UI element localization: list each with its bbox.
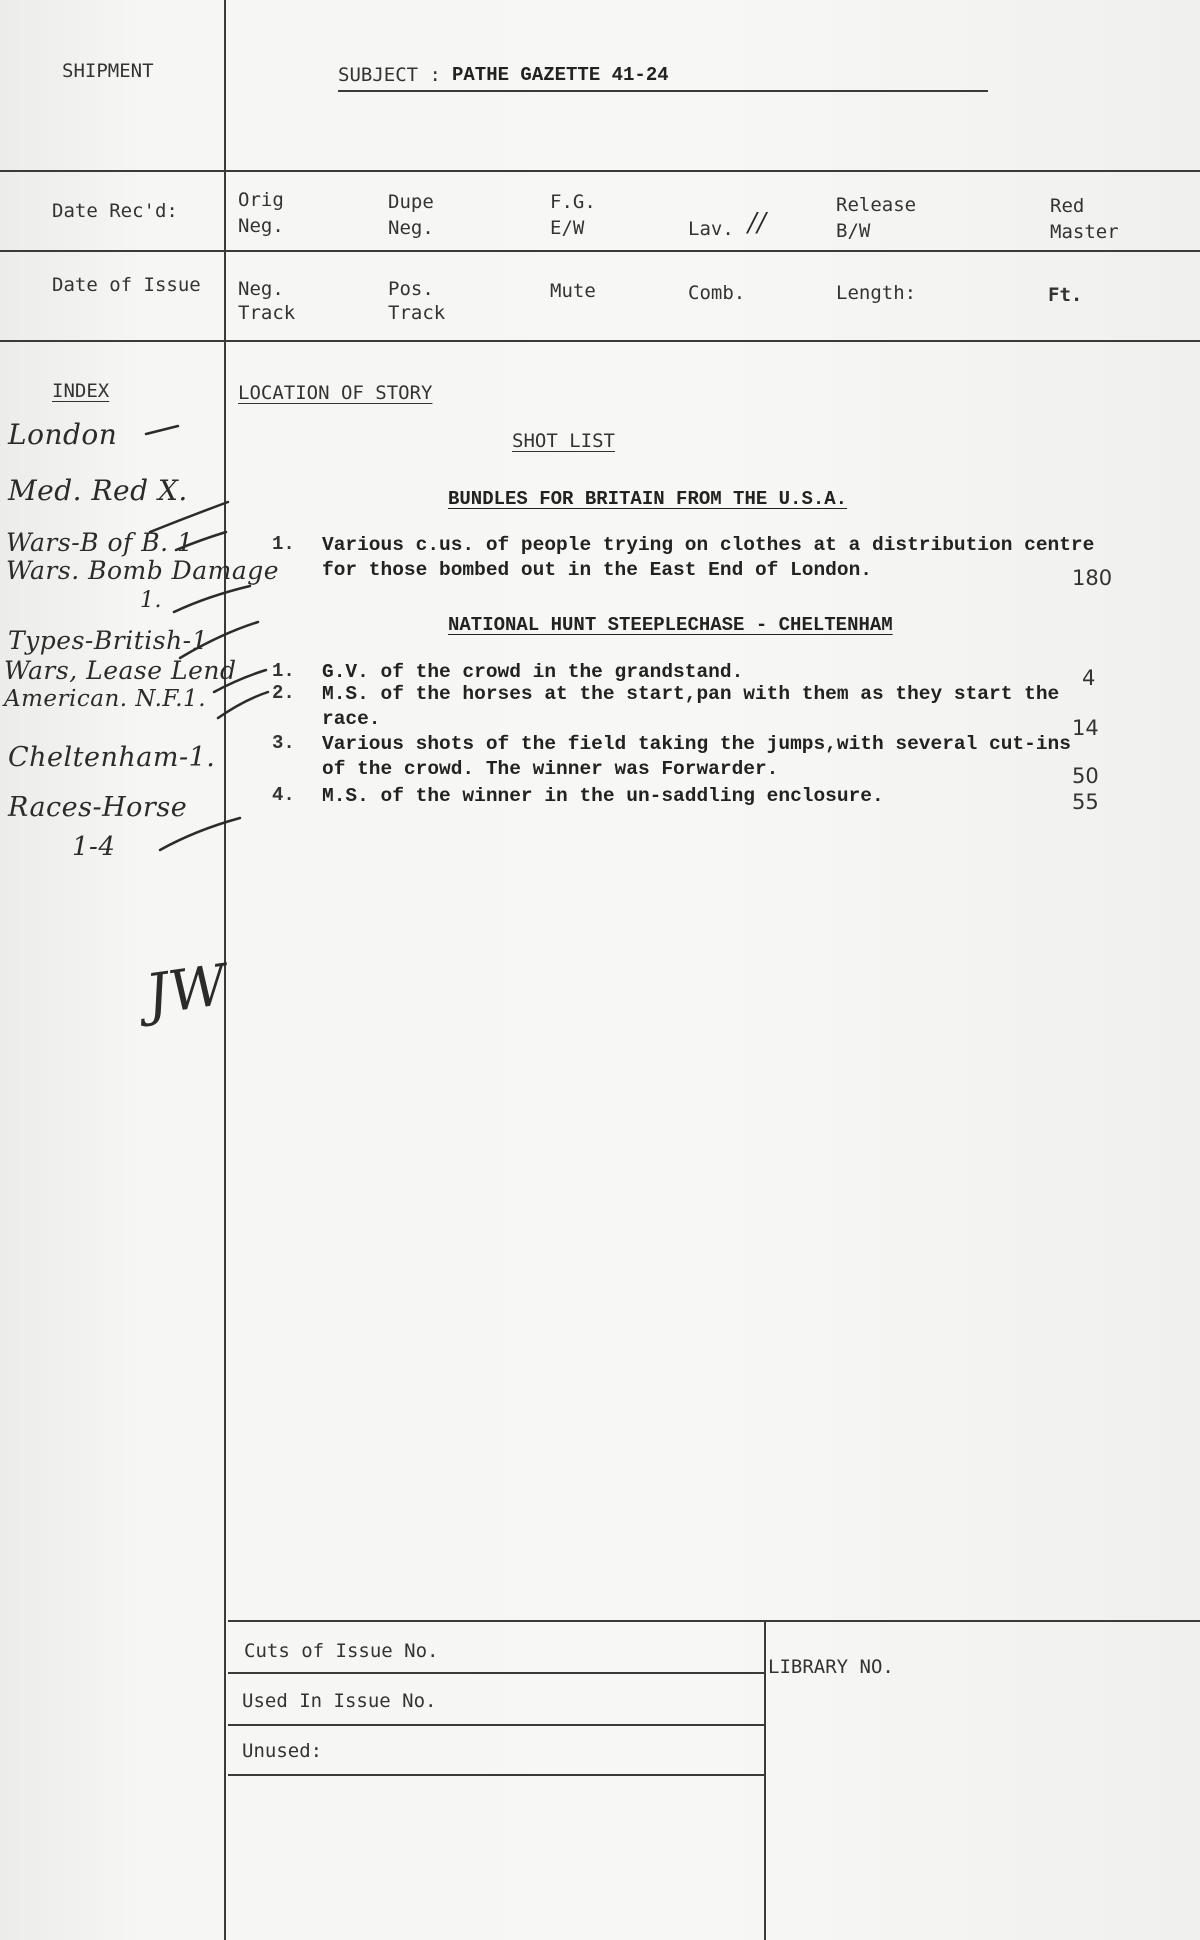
footer-divider [764, 1620, 766, 1940]
shot-footage: 180 [1072, 566, 1113, 590]
release-label-2: B/W [836, 220, 871, 242]
shot-description: M.S. of the horses at the start,pan with them as they start the race. [322, 683, 1060, 730]
handwritten-index-entry: Cheltenham-1. [8, 742, 216, 773]
handwritten-ticks [0, 400, 280, 880]
story-title-1: BUNDLES FOR BRITAIN FROM THE U.S.A. [448, 488, 848, 510]
subject-label: SUBJECT : [338, 64, 441, 86]
grid-middle-rule [0, 250, 1200, 252]
pos-track-label-1: Pos. [388, 278, 434, 300]
ft-label: Ft. [1048, 284, 1083, 306]
footer-rule-1 [228, 1672, 764, 1674]
shot-footage: 55 [1072, 790, 1099, 814]
fg-label-2: E/W [550, 217, 585, 239]
footer-rule-3 [228, 1774, 764, 1776]
date-of-issue-label: Date of Issue [52, 274, 201, 296]
lav-label: Lav. [688, 218, 734, 240]
subject-underline [338, 90, 988, 92]
story-title-2: NATIONAL HUNT STEEPLECHASE - CHELTENHAM [448, 614, 893, 636]
release-label-1: Release [836, 194, 917, 216]
location-of-story-heading: LOCATION OF STORY [238, 382, 433, 404]
comb-label: Comb. [688, 282, 746, 304]
handwritten-index-entry: American. N.F.1. [4, 686, 207, 712]
shot-footage: 4 [1082, 666, 1096, 690]
used-in-issue-label: Used In Issue No. [242, 1690, 437, 1712]
date-recd-label: Date Rec'd: [52, 200, 178, 222]
shot-description: M.S. of the winner in the un-saddling enclosure. [322, 785, 884, 807]
lav-handwritten-mark: // [748, 208, 767, 238]
dupe-neg-label-2: Neg. [388, 217, 434, 239]
index-heading: INDEX [52, 380, 110, 402]
neg-track-label-1: Neg. [238, 278, 284, 300]
shot-description: Various shots of the field taking the jumps,with several cut-ins of the crowd. The winner was Forwarder. [322, 733, 1071, 780]
handwritten-index-entry: Wars, Lease Lend [4, 656, 237, 685]
mute-label: Mute [550, 280, 596, 302]
shot-number: 2. [272, 682, 295, 704]
handwritten-index-entry: Med. Red X. [8, 474, 188, 507]
shot-number: 3. [272, 732, 295, 754]
shot-description: G.V. of the crowd in the grandstand. [322, 661, 744, 683]
handwritten-index-entry: 1-4 [72, 832, 116, 862]
handwritten-index-entry: Wars-B of B. 1 [6, 528, 194, 557]
footer-rule-2 [228, 1724, 764, 1726]
dupe-neg-label-1: Dupe [388, 191, 434, 213]
fg-label-1: F.G. [550, 191, 596, 213]
shot-number: 4. [272, 784, 295, 806]
shot-description: Various c.us. of people trying on clothes at a distribution centre for those bombed out in the East End of London. [322, 534, 1095, 581]
shot-number: 1. [272, 533, 295, 555]
shot-footage: 50 [1072, 764, 1099, 788]
handwritten-index-entry: Wars. Bomb Damage [6, 556, 280, 585]
library-no-label: LIBRARY NO. [768, 1656, 894, 1678]
red-master-label-1: Red [1050, 195, 1085, 217]
shot-number: 1. [272, 660, 295, 682]
length-label: Length: [836, 282, 917, 304]
handwritten-initials: JW [141, 952, 232, 1029]
shot-list-heading: SHOT LIST [512, 430, 615, 452]
neg-track-label-2: Track [238, 302, 296, 324]
shipment-label: SHIPMENT [62, 60, 154, 82]
handwritten-index-entry: London [8, 418, 118, 451]
pos-track-label-2: Track [388, 302, 446, 324]
orig-neg-label-1: Orig [238, 189, 284, 211]
shot-footage: 14 [1072, 716, 1099, 740]
grid-top-rule [0, 170, 1200, 172]
unused-label: Unused: [242, 1740, 323, 1762]
subject-value: PATHE GAZETTE 41-24 [452, 64, 669, 86]
handwritten-index-entry: Types-British-1 [8, 626, 209, 655]
handwritten-index-entry: 1. [140, 588, 162, 613]
orig-neg-label-2: Neg. [238, 215, 284, 237]
footer-top-rule [228, 1620, 1200, 1622]
red-master-label-2: Master [1050, 221, 1119, 243]
handwritten-index-entry: Races-Horse [8, 792, 188, 823]
cuts-of-issue-label: Cuts of Issue No. [244, 1640, 439, 1662]
grid-bottom-rule [0, 340, 1200, 342]
